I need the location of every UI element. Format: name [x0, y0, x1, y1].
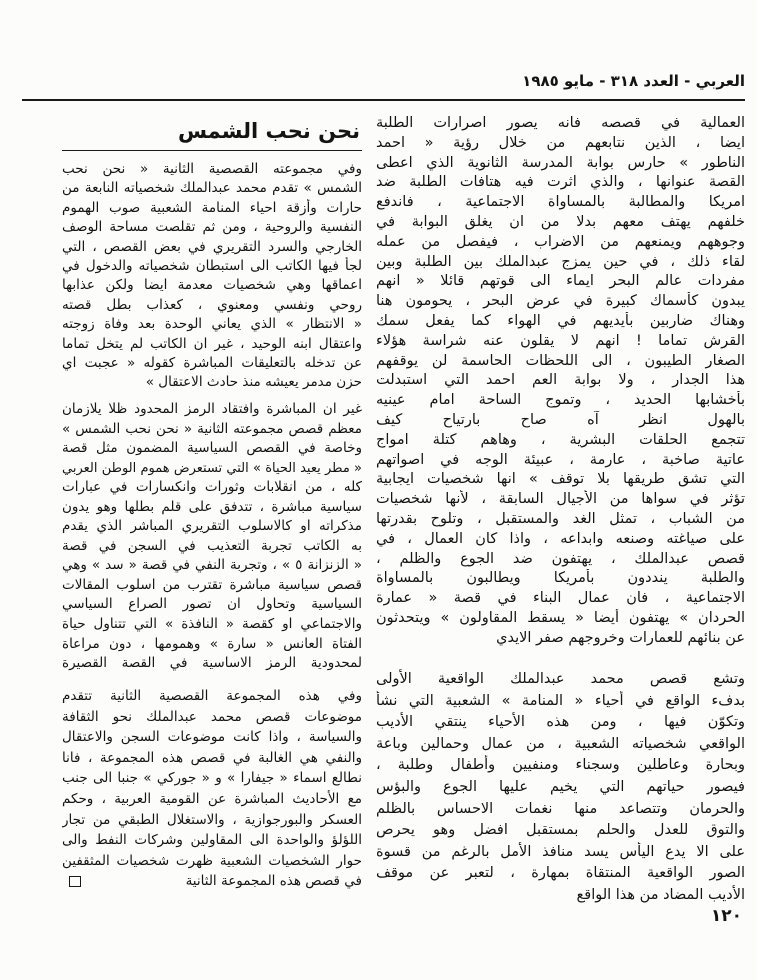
text-line: روحي ونفسي ومعنوي ، كعذاب بطل قصته	[62, 296, 362, 313]
text-line: واعتقال ابنه الوحيد ، غير ان الكاتب لم يتخل تماما	[62, 335, 362, 352]
text-line: غير ان المباشرة وافتقاد الرمز المحدود ظلا يلازمان	[62, 401, 362, 417]
text-line: الحردان » يهتفون أيضا « يسقط المقاولون » ويتحدثون	[376, 609, 745, 626]
text-line: « الانتظار » الذي يعاني الوحدة بعد وفاة زوجته	[62, 316, 362, 333]
page-number: ١٢٠	[710, 906, 742, 926]
text-line: في قصص هذه المجموعة الثانية	[185, 873, 362, 890]
text-line: حارات وأزقة احياء المنامة الشعبية صوب الهموم	[62, 199, 362, 216]
text-line: الشمس » تقدم محمد عبدالملك شخصياته النابعة من	[62, 180, 362, 197]
text-line: وخاصة في القصص السياسية المضمون مثل قصة	[62, 440, 362, 457]
text-line: وبحارة وعاطلين وسجناء ومنفيين وأطفال وطلبة ،	[376, 757, 745, 774]
text-line: حزن مدمر يعيشه منذ حادث الاعتقال »	[145, 374, 362, 391]
text-line: الأديب المضاد من هذا الواقع	[576, 886, 745, 903]
text-line: والتوق للعدل والحلم بمستقبل افضل وهو يحرص	[376, 822, 745, 839]
article-heading: نحن نحب الشمس	[177, 119, 360, 143]
text-line: بالهول انظر آه صاح بارتياح كيف	[376, 411, 745, 428]
text-line: الفتاة العانس « سارة » وهمومها ، دون مراعاة	[62, 635, 362, 652]
text-line: وفي هذه المجموعة القصصية الثانية تتقدم	[62, 688, 362, 704]
text-line: على صياغته وصنعه وابداعه ، واذا كان العمال ، في	[376, 530, 745, 547]
text-line: وتكوّن فيها ، ومن هذه الأحياء ينتقي الأديب	[376, 714, 745, 731]
text-line: تتجمع الحلقات البشرية ، وهاهم كتلة امواج	[376, 431, 745, 448]
text-line: العمالية في قصصه فانه يصور اصرارات الطلبة	[376, 115, 745, 131]
text-line: قصص سياسية مباشرة تقترب من اسلوب المقالات	[62, 576, 362, 593]
text-line: الناطور » حارس بوابة المدرسة الثانوية الذي اعطى	[376, 154, 745, 171]
left-column-paragraph-3	[62, 686, 362, 892]
right-column-paragraph-1	[376, 114, 745, 649]
text-line: « الزنزانة ٥ » ، وتجربة النفي في قصة « سد » وهي	[62, 557, 362, 574]
text-line: قصص عبدالملك ، يهتفون ضد الجوع والظلم ،	[376, 550, 745, 567]
text-line: ايضا ، الذين نتابعهم من خلال رؤية « احمد	[376, 134, 745, 151]
text-line: على الا يدع اليأس يسد منافذ الأمل بالرغم من قسوة	[376, 843, 745, 860]
right-column-paragraph-2	[376, 669, 745, 907]
text-line: نطالع اسماء « جيفارا » و « جوركي » جنبا الى جنب	[62, 770, 362, 787]
text-line: وهناك ضاربين بأيديهم في الهواء كما يفعل سمك	[376, 312, 745, 329]
text-line: والطلبة ينددون بأمريكا ويطالبون بالمساواة	[376, 570, 745, 587]
text-line: الواقعي شخصياته الشعبية ، من عمال وحمالين وباعة	[376, 735, 745, 752]
heading-rule	[62, 150, 362, 151]
text-line: خلفهم يهتف معهم بدلا من ان يغلق البوابة في	[376, 213, 745, 230]
text-line: القصة عنوانها ، والذي اثرت فيه هتافات الطلبة ضد	[376, 174, 745, 191]
text-line: وفي مجموعته القصصية الثانية « نحن نحب	[62, 161, 362, 177]
text-line: لقاء ذلك ، في حين يمزج عبدالملك بين الطلبة وبين	[376, 253, 745, 270]
text-line: لجأ فيها الكاتب الى استبطان شخصياته والدخول في	[62, 257, 362, 274]
text-line: كله ، من انقلابات وثورات وانكسارات في عبارات	[62, 479, 362, 496]
text-line: به الكاتب تجربة التعذيب في السجن في قصة	[62, 537, 362, 554]
text-line: الاجتماعية ، فان عمال البناء في قصة « عمارة	[376, 590, 745, 607]
text-line: بأخشابها الحديد ، وتموج الساحة امام عينيه	[376, 392, 745, 409]
text-line: الخارجي والسرد التقريري في بعض القصص ، التي	[62, 238, 362, 255]
text-line: العسكر والبورجوازية ، والاستغلال الطبقي من تجار	[62, 811, 362, 828]
text-line: السياسية وتحاول ان تصور الصراع السياسي	[62, 596, 362, 613]
text-line: عن تدخله بالتعليقات المباشرة كقوله « عجبت اي	[62, 354, 362, 371]
end-of-article-square-icon	[69, 876, 81, 887]
text-line: اللؤلؤ والواحدة الى المقاولين وشركات النفط والى	[62, 832, 362, 849]
text-line: بدفء الواقع في أحياء « المنامة » الشعبية التي نشأ	[376, 692, 745, 709]
text-line: هذا الجدار ، ولا بوابة العم احمد التي استبدلت	[376, 372, 745, 389]
text-line: اعماقها وهي شخصيات معدمة ايضا ولكن عذابها	[62, 277, 362, 294]
running-title: العربي - العدد ٣١٨ - مايو ١٩٨٥	[522, 72, 745, 90]
text-line: مذكراته او كالاسلوب التقريري المباشر الذي يقدم	[62, 518, 362, 535]
text-line: حوار الشخصيات الشعبية ظهرت شخصيات المثقفين	[62, 852, 362, 869]
text-line: « مطر يعيد الحياة » التي تستعرض هموم الوطن العربي	[62, 460, 362, 476]
text-line: الصغار الطيبون ، الى اللحظات الحاسمة لن يوقفهم	[376, 352, 745, 369]
left-column-paragraph-2	[62, 400, 362, 674]
text-line: سياسية مباشرة ، تتدفق على قلم بطلها وهو يدون	[62, 498, 362, 515]
text-line: من الشباب ، تمثل الغد والمستقبل ، وتلوح بقدرتها	[376, 510, 745, 527]
text-line: وجوههم ويمنعهم من الاضراب ، فيفصل من عمله	[376, 233, 745, 250]
text-line: التي تشق طريقها بلا توقف » انها شخصيات ايجابية	[376, 471, 745, 488]
text-line: والاجتماعي او كقصة « النافذة » التي تتناول حياة	[62, 616, 362, 633]
text-line: القرش تماما ! انهم لا يقلون عنه شراسة هؤلاء	[376, 332, 745, 349]
left-column-paragraph-1	[62, 160, 362, 393]
text-line: امريكا والمطالبة بالمساواة الاجتماعية ، فاندفع	[376, 194, 745, 211]
text-line: وتشع قصص محمد عبدالملك الواقعية الأولى	[376, 671, 745, 687]
text-line: لمحدودية الرمز الاساسية في القصة القصيرة	[62, 655, 362, 672]
text-line: مفردات عالم البحر ايماء الى قوتهم قائلا « انهم	[376, 273, 745, 290]
text-line: عن بنائهم للعمارات وخروجهم صفر الايدي	[496, 629, 745, 646]
text-line: عاتية صاخبة ، عارمة ، عبيئة الوجه في اصواتهم	[376, 451, 745, 468]
text-line: فيصور حياتهم التي يخيم عليها الجوع والبؤس	[376, 778, 745, 795]
header-rule	[22, 99, 745, 101]
text-line: معظم قصص مجموعته الثانية « نحن نحب الشمس »	[62, 420, 362, 437]
text-line: الصور الواقعية المنتقاة بمهارة ، لتعبر عن موقف	[376, 865, 745, 882]
text-line: تؤثر في سواها من الأجيال السابقة ، لأنها شخصيات	[376, 491, 745, 508]
text-line: والحرمان وتتصاعد منها نغمات الاحساس بالظلم	[376, 800, 745, 817]
text-line: والنفي هي الغالبة في قصص هذه المجموعة ، فانا	[62, 749, 362, 766]
text-line: والسياسة ، واذا كانت موضوعات السجن والاعتقال	[62, 729, 362, 746]
text-line: يبدون كأسماك كبيرة في عرض البحر ، يحومون هنا	[376, 293, 745, 310]
text-line: موضوعات قصص محمد عبدالملك نحو الثقافة	[62, 708, 362, 725]
text-line: مع الأحاديث المباشرة عن القومية العربية ، وحكم	[62, 790, 362, 807]
text-line: النفسية والروحية ، ومن ثم تقلصت مساحة الوصف	[62, 219, 362, 236]
